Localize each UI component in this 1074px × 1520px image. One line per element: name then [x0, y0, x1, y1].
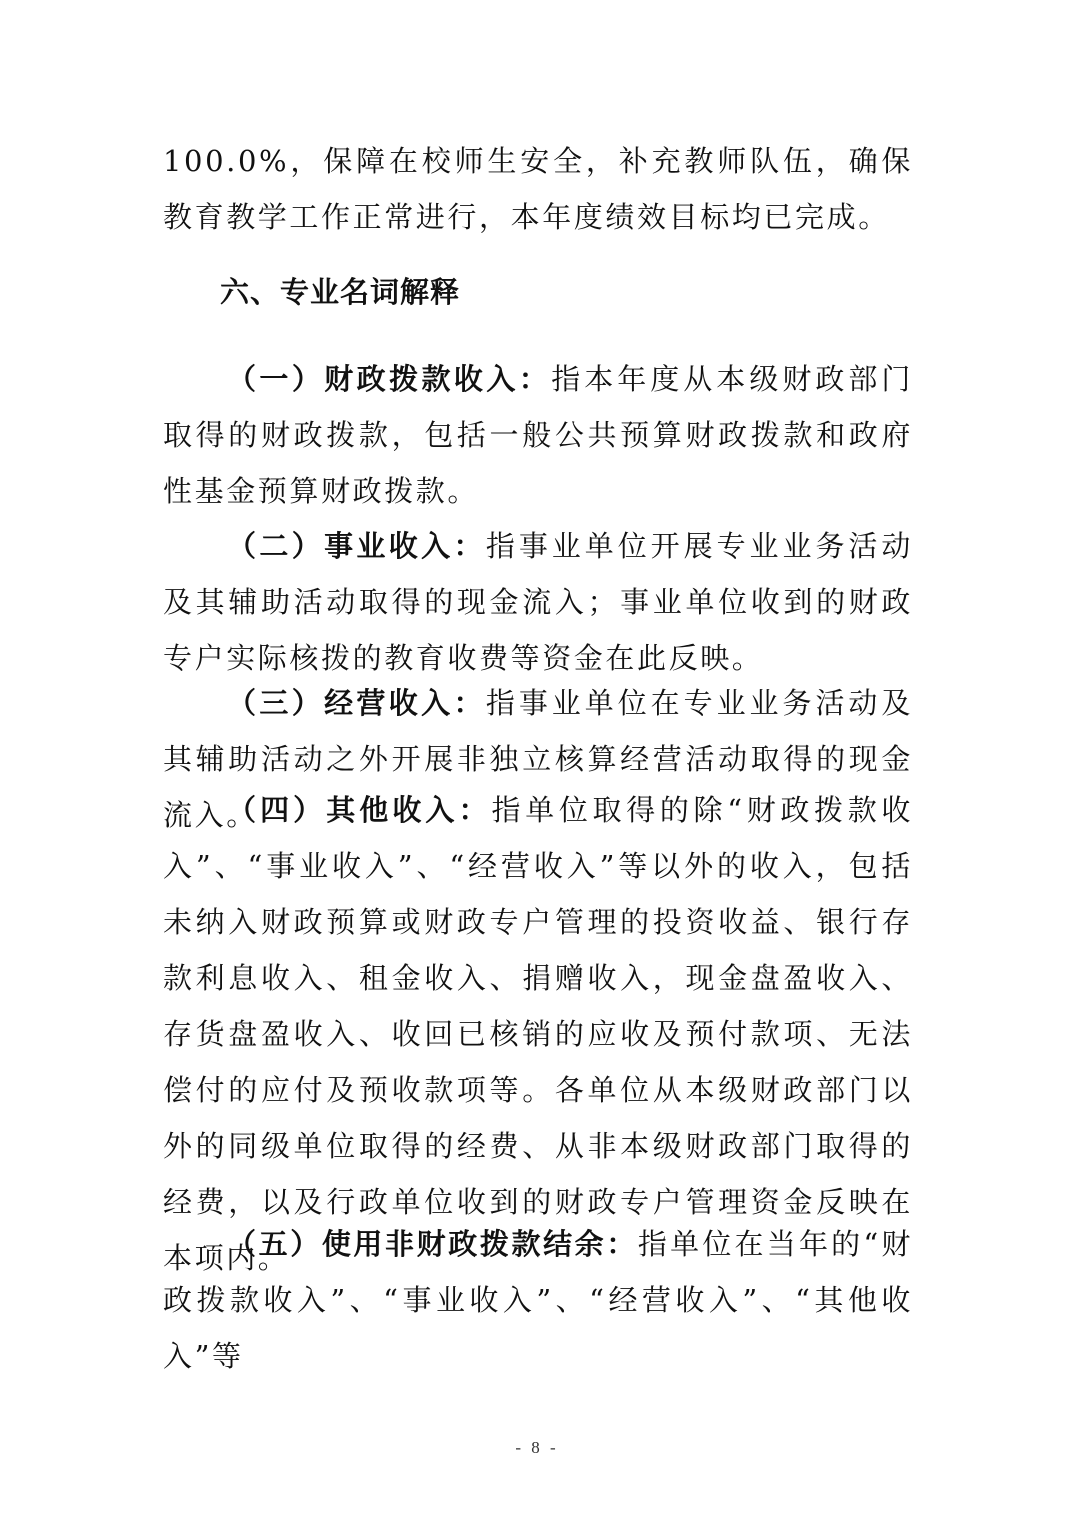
definition-term: （三）经营收入：: [227, 686, 486, 720]
definition-term: （四）其他收入：: [227, 793, 492, 827]
definition-paragraph-2: [163, 518, 913, 686]
definition-text: 指事业单位在专业业务活动及其辅助活动之外开展非独立核算经营活动取得的现金流入。: [163, 686, 913, 832]
definition-paragraph-4: [163, 782, 913, 1286]
page-number: - 8 -: [515, 1438, 559, 1457]
definition-term: （五）使用非财政拨款结余：: [227, 1227, 638, 1261]
definition-paragraph-1: [163, 351, 913, 519]
definition-text: 指事业单位开展专业业务活动及其辅助活动取得的现金流入；事业单位收到的财政专户实际核拨的教育收费等资金在此反映。: [163, 529, 913, 675]
definition-text: 指单位在当年的“财政拨款收入”、“事业收入”、“经营收入”、“其他收入”等: [163, 1227, 913, 1373]
definition-text: 指单位取得的除“财政拨款收入”、“事业收入”、“经营收入”等以外的收入，包括未纳入财政预算或财政专户管理的投资收益、银行存款利息收入、租金收入、捐赠收入，现金盘盈收入、存货盘盈收入、收回已核销的应收及预付款项、无法偿付的应付及预收款项等。各单位从本级财政部门以外的同级单位取得的经费、从非本级财政部门取得的经费，以及行政单位收到的财政专户管理资金反映在本项内。: [163, 793, 913, 1275]
section-heading: 六、专业名词解释: [220, 275, 461, 309]
definition-term: （一）财政拨款收入：: [227, 362, 552, 396]
definition-term: （二）事业收入：: [227, 529, 486, 563]
definition-paragraph-5: [163, 1216, 913, 1384]
definition-text: 指本年度从本级财政部门取得的财政拨款，包括一般公共预算财政拨款和政府性基金预算财政拨款。: [163, 362, 913, 508]
continuation-paragraph: 100.0%，保障在校师生安全，补充教师队伍，确保教育教学工作正常进行，本年度绩效目标均已完成。: [163, 144, 913, 234]
